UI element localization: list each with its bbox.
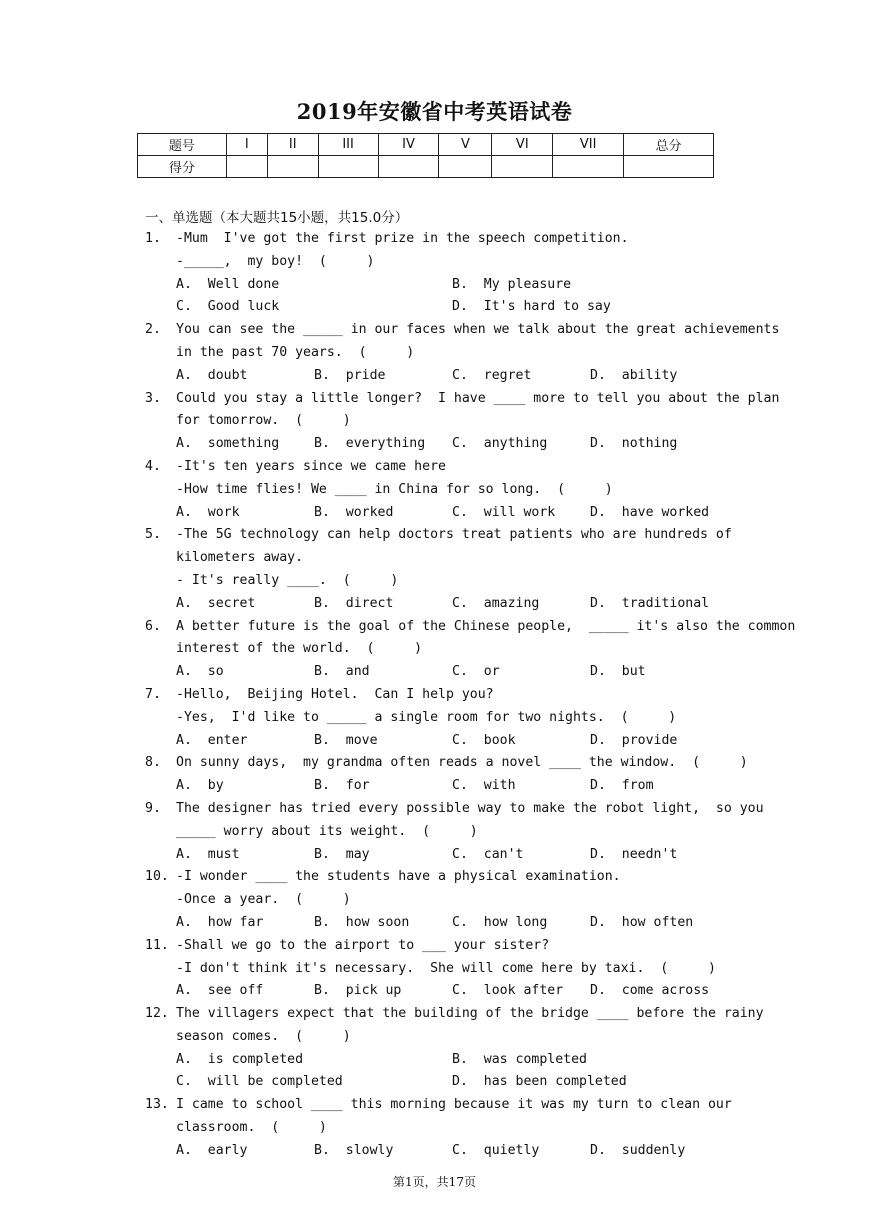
question-text-line: -_____, my boy! ( ) [176,253,375,269]
answer-options [176,775,735,798]
answer-option: D. suddenly [590,1142,686,1158]
score-cell-empty [624,156,714,178]
question-text-line: interest of the world. ( ) [176,641,423,657]
answer-option: D. from [590,778,654,794]
page-footer: 第1页，共17页 [393,1175,476,1189]
question-number: 4. [145,458,161,474]
answer-option: C. book [452,732,516,748]
answer-options [176,365,735,388]
question-number: 1. [145,231,161,246]
question-item [145,798,764,866]
answer-option: A. early [176,1142,248,1158]
score-table-header-cell: II [267,134,318,156]
answer-option: A. how far [176,914,264,930]
score-table-header-cell: 题号 [138,134,227,156]
answer-options [176,980,735,1003]
question-number: 9. [145,800,161,816]
question-number: 3. [145,390,161,406]
score-row-label: 得分 [138,156,227,178]
answer-option: A. see off [176,983,264,999]
answer-options [176,1140,735,1163]
question-text-line: -I don't think it's necessary. She will come here by taxi. ( ) [176,960,716,976]
question-number: 13. [145,1097,169,1113]
question-item [145,1003,764,1094]
answer-option: C. anything [452,436,548,452]
question-text-line: kilometers away. [176,550,304,566]
answer-option: A. Well done [176,276,280,292]
answer-option: B. may [314,846,370,862]
answer-option: C. will work [452,504,556,520]
score-table-header-cell: 总分 [624,134,714,156]
question-text-line: for tomorrow. ( ) [176,413,351,429]
question-text-line: The designer has tried every possible way to make the robot light, so you [176,800,764,816]
answer-option: D. how often [590,914,694,930]
answer-option: C. quietly [452,1142,540,1158]
answer-options [176,593,735,616]
answer-options [176,912,735,935]
answer-option: D. come across [590,983,710,999]
section-heading: 一、单选题（本大题共15小题，共15.0分） [145,210,409,226]
score-cell-empty [553,156,624,178]
score-cell-empty [226,156,267,178]
score-table-header-cell: V [439,134,492,156]
question-number: 5. [145,527,161,543]
answer-option: A. is completed [176,1051,304,1067]
answer-option: A. so [176,664,224,680]
answer-option: C. amazing [452,595,540,611]
answer-option: A. must [176,846,240,862]
answer-option: A. something [176,436,280,452]
score-table-header-cell: VII [553,134,624,156]
answer-option: D. nothing [590,436,678,452]
question-item [145,1094,735,1162]
answer-option: B. My pleasure [452,276,572,292]
question-number: 8. [145,755,161,771]
answer-options [176,661,735,684]
answer-option: D. has been completed [452,1074,627,1090]
answer-option: A. work [176,504,240,520]
question-text-line: The villagers expect that the building of the bridge ____ before the rainy [176,1006,764,1022]
question-text-line: in the past 70 years. ( ) [176,344,415,360]
answer-option: C. with [452,778,516,794]
answer-option: D. needn't [590,846,678,862]
answer-option: D. have worked [590,504,710,520]
answer-options [176,844,735,867]
question-item [145,319,780,387]
question-text-line: You can see the _____ in our faces when we talk about the great achievements [176,322,780,338]
answer-option: C. will be completed [176,1074,343,1090]
question-item [145,616,796,684]
exam-title: 2019年安徽省中考英语试卷 [296,99,573,124]
question-number: 6. [145,618,161,634]
answer-option: A. enter [176,732,248,748]
score-cell-empty [439,156,492,178]
question-number: 11. [145,937,169,953]
question-text-line: -Hello, Beijing Hotel. Can I help you? [176,686,494,702]
answer-option: D. It's hard to say [452,299,611,315]
answer-option: B. direct [314,595,394,611]
score-cell-empty [267,156,318,178]
score-table-header-cell: III [318,134,378,156]
answer-option: D. provide [590,732,678,748]
answer-option: D. ability [590,367,678,383]
question-text-line: -I wonder ____ the students have a physical examination. [176,869,621,885]
answer-option: B. how soon [314,914,410,930]
answer-option: A. doubt [176,367,248,383]
answer-options [176,1049,735,1095]
answer-options [176,433,735,456]
question-text-line: Could you stay a little longer? I have ____ more to tell you about the plan [176,390,780,406]
answer-option: B. slowly [314,1142,394,1158]
answer-option: B. pride [314,367,386,383]
question-text-line: -The 5G technology can help doctors treat patients who are hundreds of [176,527,732,543]
question-number: 2. [145,322,161,338]
answer-option: B. for [314,778,370,794]
question-text-line: classroom. ( ) [176,1120,327,1136]
score-table-score-row [138,156,714,178]
question-text-line: A better future is the goal of the Chinese people, _____ it's also the common [176,618,796,634]
question-item [145,684,735,752]
answer-option: C. can't [452,846,524,862]
question-text-line: -Yes, I'd like to _____ a single room for two nights. ( ) [176,709,677,725]
score-table-header-cell: IV [378,134,439,156]
question-text-line: -It's ten years since we came here [176,458,446,474]
score-table-header-cell: VI [492,134,553,156]
question-item [145,752,748,798]
question-text-line: season comes. ( ) [176,1028,351,1044]
answer-option: D. but [590,664,646,680]
question-text-line: -Once a year. ( ) [176,892,351,908]
answer-option: C. or [452,664,500,680]
answer-option: B. pick up [314,983,402,999]
score-table [137,133,714,178]
answer-option: B. everything [314,436,426,452]
answer-option: B. and [314,664,370,680]
score-table-header-cell: I [226,134,267,156]
answer-option: C. look after [452,983,564,999]
score-table-header-row [138,134,714,156]
answer-option: A. secret [176,595,256,611]
question-text-line: - It's really ____. ( ) [176,572,399,588]
answer-options [176,502,735,525]
answer-option: B. move [314,732,378,748]
question-item [145,524,735,615]
answer-options [176,274,735,320]
question-text-line: _____ worry about its weight. ( ) [176,823,478,839]
question-item [145,456,735,524]
question-list [145,228,796,1163]
score-cell-empty [318,156,378,178]
question-text-line: -How time flies! We ____ in China for so long. ( ) [176,481,613,497]
score-cell-empty [378,156,439,178]
question-number: 12. [145,1006,169,1022]
question-number: 10. [145,869,169,885]
question-item [145,228,735,319]
answer-option: B. worked [314,504,394,520]
question-number: 7. [145,686,161,702]
answer-option: C. regret [452,367,532,383]
question-text-line: On sunny days, my grandma often reads a novel ____ the window. ( ) [176,755,748,771]
answer-option: C. Good luck [176,299,280,315]
question-item [145,866,735,934]
question-text-line: -Mum I've got the first prize in the speech competition. [176,231,629,246]
answer-option: D. traditional [590,595,710,611]
answer-option: C. how long [452,914,548,930]
question-item [145,388,780,456]
answer-option: A. by [176,778,224,794]
question-text-line: I came to school ____ this morning because it was my turn to clean our [176,1097,732,1113]
score-cell-empty [492,156,553,178]
question-text-line: -Shall we go to the airport to ___ your sister? [176,937,550,953]
answer-option: B. was completed [452,1051,587,1067]
question-item [145,935,735,1003]
answer-options [176,730,735,753]
